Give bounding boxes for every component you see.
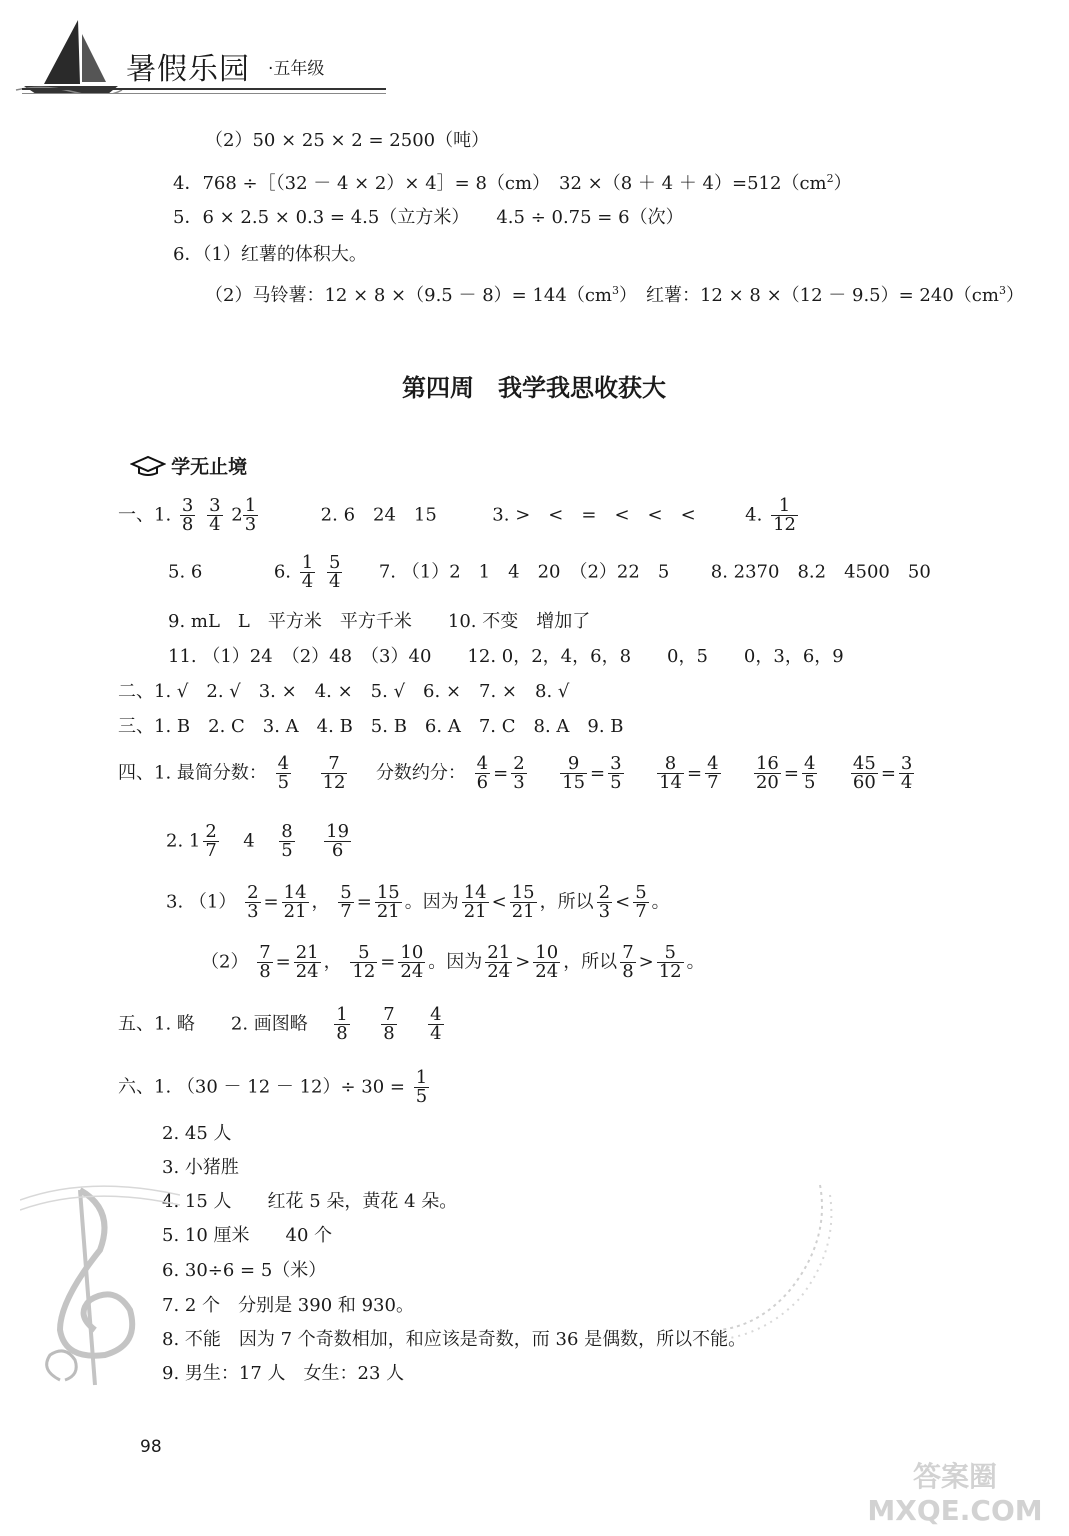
- den: 3: [598, 901, 611, 922]
- den: 3: [247, 901, 259, 922]
- greater-than: >: [515, 951, 531, 973]
- num: 3: [181, 495, 194, 516]
- answer-1-3: 9. mL L 平方米 平方千米 10. 不变 增加了: [168, 611, 591, 632]
- answer-6-1: [118, 1069, 432, 1106]
- den: 8: [259, 961, 271, 982]
- den: 7: [340, 901, 352, 922]
- fraction: [462, 884, 489, 921]
- label: 3. （1）: [166, 891, 237, 913]
- num: 4: [476, 753, 489, 774]
- prev-line-3: 5．6 × 2.5 × 0.3 = 4.5（立方米） 4.5 ÷ 0.75 = 6（次）: [173, 207, 684, 228]
- den: 4: [328, 571, 341, 592]
- sup: 2: [826, 172, 834, 185]
- den: 12: [773, 514, 796, 535]
- reduce-2: [654, 753, 723, 793]
- less-than: <: [615, 891, 631, 913]
- comma: ，: [311, 891, 330, 913]
- equals: =: [880, 762, 896, 784]
- num: 16: [755, 753, 779, 774]
- fraction: [511, 755, 526, 792]
- answer-1-4: 11. （1）24 （2）48 （3）40 12. 0，2，4，6，8 0，5 0，3，6，9: [168, 646, 844, 667]
- fraction: [851, 755, 878, 792]
- fraction: [207, 497, 222, 534]
- num: 7: [259, 942, 271, 963]
- den: 8: [383, 1023, 395, 1044]
- equals: =: [590, 762, 606, 784]
- den: 24: [487, 961, 511, 982]
- comma: ，: [323, 951, 342, 973]
- fraction: [802, 755, 817, 792]
- equals: =: [686, 762, 703, 784]
- header-grade: ·五年级: [268, 59, 325, 79]
- answer-1-1: [118, 497, 801, 534]
- q5: 5. 6: [168, 561, 203, 583]
- label: 六、1. （30 － 12 － 12）÷ 30 =: [118, 1076, 406, 1098]
- fraction: [620, 944, 635, 981]
- fraction: [398, 944, 425, 981]
- fraction: [608, 755, 623, 792]
- fraction: [276, 755, 291, 792]
- fraction: [754, 755, 781, 792]
- den: 7: [205, 840, 217, 861]
- num: 9: [560, 755, 587, 774]
- den: 7: [635, 901, 647, 922]
- num: 7: [383, 1004, 395, 1025]
- answer-4-3-2: [201, 944, 705, 981]
- num: 15: [511, 882, 535, 903]
- answer-1-2: [168, 554, 931, 591]
- num: 45: [852, 753, 876, 774]
- num: 7: [622, 942, 634, 963]
- den: 15: [562, 772, 586, 793]
- section-title: 第四周 我学我思收获大: [402, 374, 666, 402]
- num: 10: [535, 942, 559, 963]
- answer-6-2: 2. 45 人: [162, 1123, 232, 1144]
- fraction: [338, 884, 353, 921]
- fraction: [899, 755, 914, 792]
- fraction: [243, 497, 258, 534]
- q2: 2. 6 24 15: [320, 504, 437, 526]
- num: 4: [803, 753, 816, 774]
- reduce-1: [557, 753, 626, 793]
- num: 1: [301, 552, 314, 573]
- header-rule-thin: [22, 93, 386, 94]
- fraction: [245, 884, 260, 921]
- fraction: [510, 884, 537, 921]
- header-brand: 暑假乐园: [126, 52, 250, 87]
- num: 5: [635, 882, 647, 903]
- den: 8: [181, 514, 194, 535]
- fraction: [657, 755, 684, 792]
- den: 21: [376, 901, 400, 922]
- text: ，所以: [539, 891, 594, 913]
- num: 5: [328, 552, 341, 573]
- fraction: [334, 1006, 349, 1043]
- answer-6-9: 9. 男生：17 人 女生：23 人: [162, 1363, 405, 1384]
- fraction: [657, 944, 684, 981]
- music-staff-decoration: [700, 1180, 840, 1340]
- paren: ）: [1005, 285, 1024, 306]
- num: 1: [244, 495, 257, 516]
- text: ，所以: [563, 951, 618, 973]
- treble-clef-icon: [20, 1170, 180, 1400]
- den: 60: [852, 772, 876, 793]
- page-number: 98: [140, 1437, 162, 1457]
- equals: =: [783, 762, 799, 784]
- num: 21: [295, 942, 319, 963]
- fraction: [300, 554, 315, 591]
- num: 4: [277, 753, 290, 774]
- num: 5: [657, 944, 684, 963]
- reduce-3: [751, 753, 820, 793]
- text: ） 红薯：12 × 8 ×（12 － 9.5）= 240（cm: [618, 285, 999, 306]
- den: 24: [535, 961, 559, 982]
- answer-6-3: 3. 小猪胜: [162, 1157, 239, 1178]
- den: 4: [430, 1023, 442, 1044]
- den: 7: [707, 772, 719, 793]
- fraction: [428, 1006, 443, 1043]
- reduce-0: [472, 753, 530, 793]
- num: 1: [336, 1004, 348, 1025]
- num: 21: [487, 942, 511, 963]
- sailboat-icon: [14, 14, 124, 94]
- num: 7: [321, 755, 348, 774]
- fraction: [771, 497, 798, 534]
- num: 15: [376, 882, 400, 903]
- label: 分数约分：: [375, 762, 466, 784]
- num: 4: [430, 1004, 442, 1025]
- answer-4-3-1: [166, 884, 670, 921]
- den: 20: [755, 772, 779, 793]
- answer-3: 三、1. B 2. C 3. A 4. B 5. B 6. A 7. C 8. A 9. B: [118, 716, 624, 737]
- period: 。: [651, 891, 670, 913]
- den: 8: [622, 961, 634, 982]
- less-than: <: [491, 891, 507, 913]
- whole: 4: [243, 830, 255, 852]
- greater-than: >: [638, 951, 654, 973]
- fraction: [475, 755, 490, 792]
- num: 2: [205, 821, 217, 842]
- den: 12: [322, 772, 346, 793]
- sup: 3: [998, 284, 1006, 297]
- reduce-4: [848, 753, 917, 793]
- subheading: [130, 452, 247, 479]
- num: 3: [209, 495, 221, 516]
- prev-line-4: 6．（1）红薯的体积大。: [173, 244, 367, 265]
- q8: 8. 2370 8.2 4500 50: [710, 561, 931, 583]
- fraction: [533, 944, 560, 981]
- den: 5: [281, 840, 293, 861]
- fraction: [257, 944, 272, 981]
- den: 3: [513, 772, 525, 793]
- label: 五、1. 略 2. 画图略: [118, 1013, 308, 1035]
- den: 14: [659, 772, 682, 793]
- num: 2: [247, 882, 259, 903]
- den: 5: [277, 772, 290, 793]
- answer-5: [118, 1006, 447, 1043]
- paren: ）: [833, 173, 852, 194]
- num: 14: [463, 882, 487, 903]
- den: 4: [209, 514, 221, 535]
- whole: 2: [231, 504, 243, 526]
- equals: =: [263, 891, 279, 913]
- num: 4: [707, 753, 719, 774]
- fraction: [560, 755, 587, 792]
- den: 8: [336, 1023, 348, 1044]
- fraction: [633, 884, 648, 921]
- prev-line-1: （2）50 × 25 × 2 = 2500（吨）: [205, 130, 490, 151]
- den: 24: [295, 961, 319, 982]
- answer-4-2: [166, 823, 354, 860]
- num: 1: [771, 497, 798, 516]
- answer-2: 二、1. √ 2. √ 3. × 4. × 5. √ 6. × 7. × 8. √: [118, 681, 570, 702]
- q4: 4.: [745, 504, 763, 526]
- fraction: [597, 884, 612, 921]
- num: 8: [657, 755, 684, 774]
- fraction: [282, 884, 309, 921]
- den: 12: [352, 961, 376, 982]
- answer-6-4: 4. 15 人 红花 5 朵，黄花 4 朵。: [162, 1191, 458, 1212]
- den: 6: [476, 772, 489, 793]
- den: 4: [900, 772, 913, 793]
- num: 14: [283, 882, 307, 903]
- den: 24: [400, 961, 424, 982]
- fraction: [327, 554, 342, 591]
- fraction: [180, 497, 195, 534]
- den: 6: [331, 840, 344, 861]
- num: 10: [400, 942, 424, 963]
- answer-6-7: 7. 2 个 分别是 390 和 930。: [162, 1295, 414, 1316]
- den: 12: [658, 961, 682, 982]
- q3: 3. > < = < < <: [492, 504, 696, 526]
- equals: =: [380, 951, 396, 973]
- den: 5: [610, 772, 622, 793]
- graduation-cap-icon: [130, 455, 166, 477]
- prev-line-2: [173, 168, 852, 195]
- period: 。: [686, 951, 705, 973]
- den: 5: [415, 1086, 428, 1107]
- equals: =: [275, 951, 291, 973]
- den: 21: [463, 901, 487, 922]
- fraction: [294, 944, 321, 981]
- answer-6-6: 6. 30÷6 = 5（米）: [162, 1260, 327, 1281]
- den: 5: [803, 772, 816, 793]
- num: 3: [610, 753, 622, 774]
- num: 19: [326, 821, 350, 842]
- fraction: [485, 944, 512, 981]
- prev-line-5: [205, 280, 1024, 307]
- text: 。因为: [404, 891, 459, 913]
- answer-6-5: 5. 10 厘米 40 个: [162, 1225, 333, 1246]
- num: 2: [598, 882, 611, 903]
- num: 5: [340, 882, 352, 903]
- den: 3: [244, 514, 257, 535]
- den: 4: [301, 571, 314, 592]
- num: 8: [281, 821, 293, 842]
- fraction: [350, 944, 377, 981]
- prev-line-2-text: 4．768 ÷［（32 － 4 × 2）× 4］= 8（cm） 32 ×（8 ＋ 4 ＋ 4）=512（cm: [173, 173, 827, 194]
- answer-4-1: [118, 755, 917, 792]
- header-rule: [22, 88, 386, 90]
- text: （2）马铃薯：12 × 8 ×（9.5 － 8）= 144（cm: [205, 285, 612, 306]
- num: 2: [513, 753, 525, 774]
- sup: 3: [611, 284, 619, 297]
- den: 21: [511, 901, 535, 922]
- den: 21: [283, 901, 307, 922]
- fraction: [381, 1006, 396, 1043]
- text: 。因为: [428, 951, 483, 973]
- equals: =: [356, 891, 372, 913]
- label: （2）: [201, 951, 249, 973]
- num: 3: [900, 753, 913, 774]
- num: 5: [350, 944, 377, 963]
- fraction: [203, 823, 218, 860]
- fraction: [414, 1069, 429, 1106]
- label: 2. 1: [166, 830, 201, 852]
- watermark: 答案圈 MXQE.COM: [867, 1460, 1043, 1527]
- q7: 7. （1）2 1 4 20 （2）22 5: [378, 561, 670, 583]
- label: 四、1. 最简分数：: [118, 762, 267, 784]
- fraction: [321, 755, 348, 792]
- equals: =: [493, 762, 509, 784]
- fraction: [279, 823, 294, 860]
- subheading-text: 学无止境: [171, 456, 248, 478]
- fraction: [324, 823, 351, 860]
- answer-6-8: 8. 不能 因为 7 个奇数相加，和应该是奇数，而 36 是偶数，所以不能。: [162, 1329, 747, 1350]
- label: 一、1.: [118, 504, 172, 526]
- fraction: [375, 884, 402, 921]
- q6: 6.: [273, 561, 292, 583]
- num: 1: [415, 1067, 428, 1088]
- fraction: [705, 755, 720, 792]
